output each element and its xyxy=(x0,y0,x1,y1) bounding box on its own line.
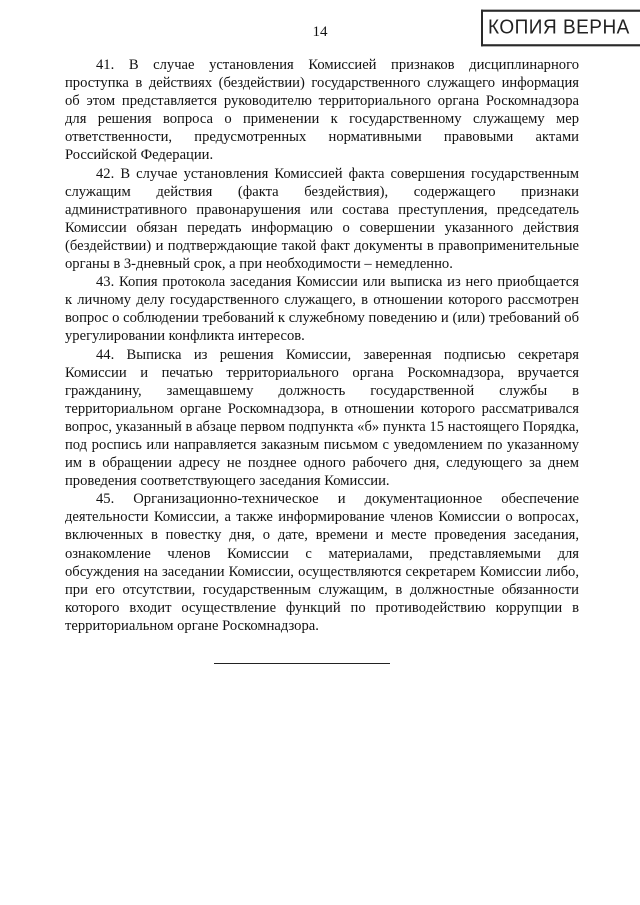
paragraph-41: 41. В случае установления Комиссией признаков дисциплинарного проступка в действиях (бездействии) государственного служащего информация об этом представляется руководителю территориального органа Роскомнадзора для решения вопроса о применении к государственному служащему мер ответственности, предусмотренных нормативными правовыми актами Российской Федерации. xyxy=(65,57,579,164)
paragraph-43: 43. Копия протокола заседания Комиссии или выписка из него приобщается к личному делу государственного служащего, в отношении которого рассмотрен вопрос о соблюдении требований к служебному поведению и (или) требований об урегулировании конфликта интересов. xyxy=(65,274,579,345)
paragraph-45: 45. Организационно-техническое и документационное обеспечение деятельности Комиссии, а также информирование членов Комиссии о вопросах, включенных в повестку дня, о дате, времени и месте проведения заседания, ознакомление членов Комиссии с материалами, представляемыми для обсуждения на заседании Комиссии, осуществляются секретарем Комиссии либо, при его отсутствии, государственным служащим, в должностные обязанности которого входит осуществление функций по противодействию коррупции в территориальном органе Роскомнадзора. xyxy=(65,491,579,634)
document-body xyxy=(65,56,579,635)
page-number: 14 xyxy=(312,24,328,40)
copy-certified-stamp: КОПИЯ ВЕРНА xyxy=(481,10,640,47)
paragraph-42: 42. В случае установления Комиссией факта совершения государственным служащим действия (факта бездействия), содержащего признаки административного правонарушения или состава преступления, председатель Комиссии обязан передать информацию о совершении указанного действия (бездействии) и подтверждающие такой факт документы в правоприменительные органы в 3-дневный срок, а при необходимости – немедленно. xyxy=(65,165,579,273)
end-divider xyxy=(214,663,390,664)
paragraph-44: 44. Выписка из решения Комиссии, заверенная подписью секретаря Комиссии и печатью территориального органа Роскомнадзора, вручается гражданину, замещавшему должность государственной службы в территориальном органе Роскомнадзора, в отношении которого рассматривался вопрос, указанный в абзаце первом подпункта «б» пункта 15 настоящего Порядка, под роспись или направляется заказным письмом с уведомлением по указанному им в обращении адресу не позднее одного рабочего дня, следующего за днем проведения соответствующего заседания Комиссии. xyxy=(65,346,579,490)
